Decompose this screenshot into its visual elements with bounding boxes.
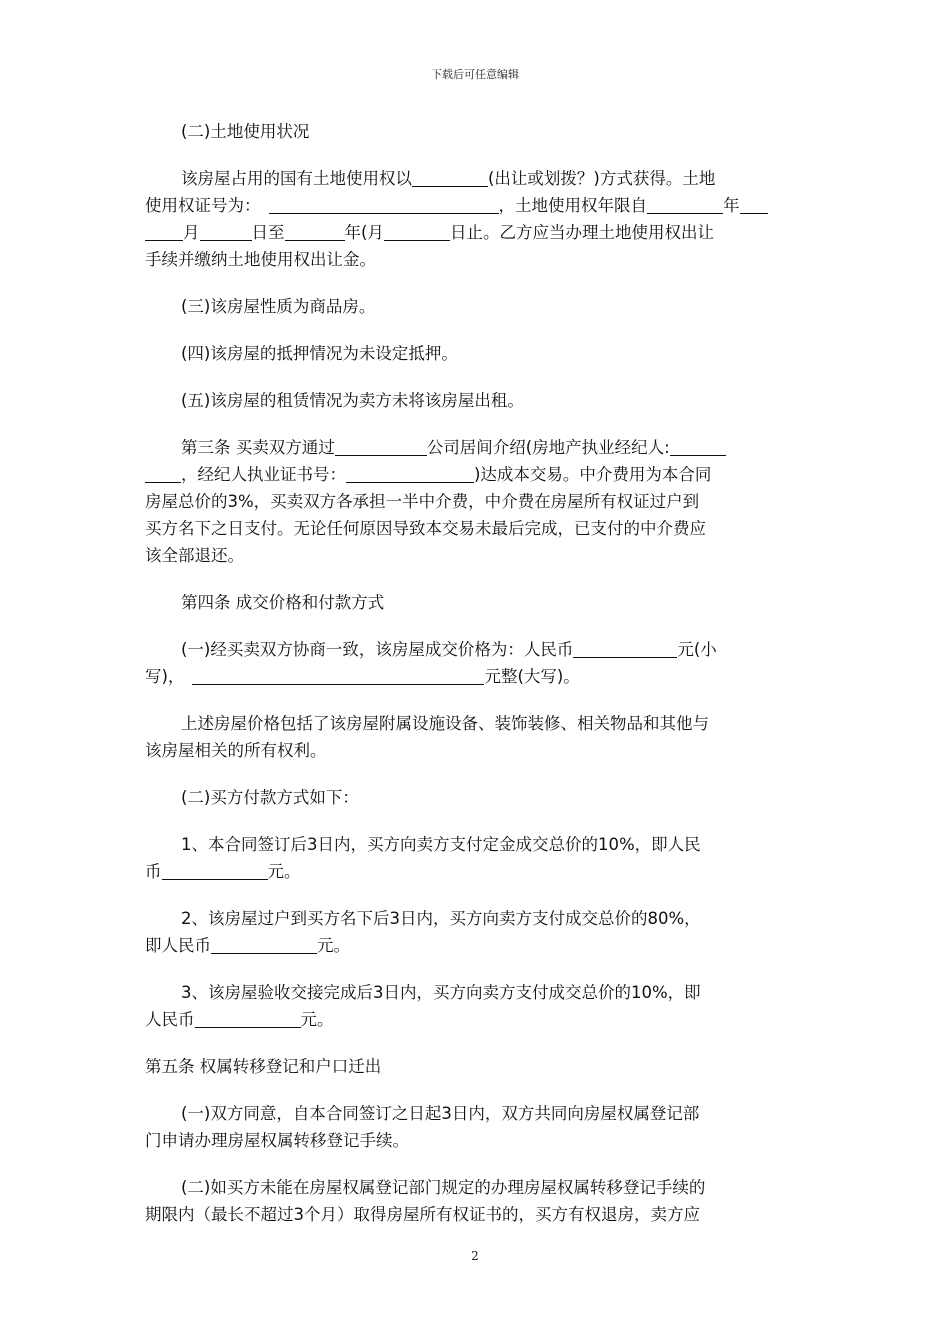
paragraph-land-use: 该房屋占用的国有土地使用权以 (出让或划拨？)方式获得。土地 使用权证号为： ，土地使用权年限自 年 月 日至 年(月 日止。乙方应当办理土地使用权出让 手续并缴纳土地使用权出让金。 [145,165,810,273]
page-number: 2 [471,1249,479,1263]
payment-item-1: 1、本合同签订后3日内，买方向卖方支付定金成交总价的10%，即人民 币 元。 [145,835,701,881]
blank-field[interactable] [269,193,499,214]
payment-item-3: 3、该房屋验收交接完成后3日内，买方向卖方支付成交总价的10%，即 人民币 元。 [145,983,701,1029]
blank-field[interactable] [192,664,484,685]
section-land-use-heading: (二)土地使用状况 [181,122,310,141]
blank-field[interactable] [285,220,345,241]
paragraph-lease: (五)该房屋的租赁情况为卖方未将该房屋出租。 [181,391,524,410]
article-3-brokerage: 第三条 买卖双方通过 公司居间介绍(房地产执业经纪人: ，经纪人执业证书号： )达成本交易。中介费用为本合同 房屋总价的3%，买卖双方各承担一半中介费，中介费在房屋所有权证过户到 买方名下之日支付。无论任何原因导致本交易未最后完成，已支付的中介费应 该全部退还。 [145,434,810,569]
blank-field[interactable] [670,435,726,456]
payment-item-2: 2、该房屋过户到买方名下后3日内，买方向卖方支付成交总价的80%， 即人民币 元。 [145,909,701,955]
blank-field[interactable] [647,193,723,214]
paragraph-registration: (一)双方同意，自本合同签订之日起3日内，双方共同向房屋权属登记部 门申请办理房屋权属转移登记手续。 [145,1104,700,1150]
page-header: 下载后可任意编辑 [431,68,519,81]
blank-field[interactable] [162,859,268,880]
blank-field[interactable] [211,933,317,954]
paragraph-property-nature: (三)该房屋性质为商品房。 [181,297,376,316]
blank-field[interactable] [740,193,768,214]
blank-field[interactable] [145,220,183,241]
blank-field[interactable] [200,220,252,241]
paragraph-mortgage: (四)该房屋的抵押情况为未设定抵押。 [181,344,458,363]
blank-field[interactable] [346,462,474,483]
document-body [145,118,810,1248]
blank-field[interactable] [195,1007,301,1028]
paragraph-price: (一)经买卖双方协商一致，该房屋成交价格为：人民币 元(小 写)， 元整(大写)。 [145,636,810,690]
blank-field[interactable] [145,462,181,483]
article-5-heading: 第五条 权属转移登记和户口迁出 [145,1057,382,1076]
payment-method-heading: (二)买方付款方式如下： [181,788,359,807]
blank-field[interactable] [573,637,677,658]
paragraph-refund-right: (二)如买方未能在房屋权属登记部门规定的办理房屋权属转移登记手续的 期限内（最长不超过3个月）取得房屋所有权证书的，买方有权退房，卖方应 [145,1178,706,1224]
paragraph-price-includes: 上述房屋价格包括了该房屋附属设施设备、装饰装修、相关物品和其他与 该房屋相关的所有权利。 [145,714,709,760]
blank-field[interactable] [384,220,450,241]
article-4-heading: 第四条 成交价格和付款方式 [181,593,385,612]
blank-field[interactable] [335,435,427,456]
blank-field[interactable] [412,166,488,187]
